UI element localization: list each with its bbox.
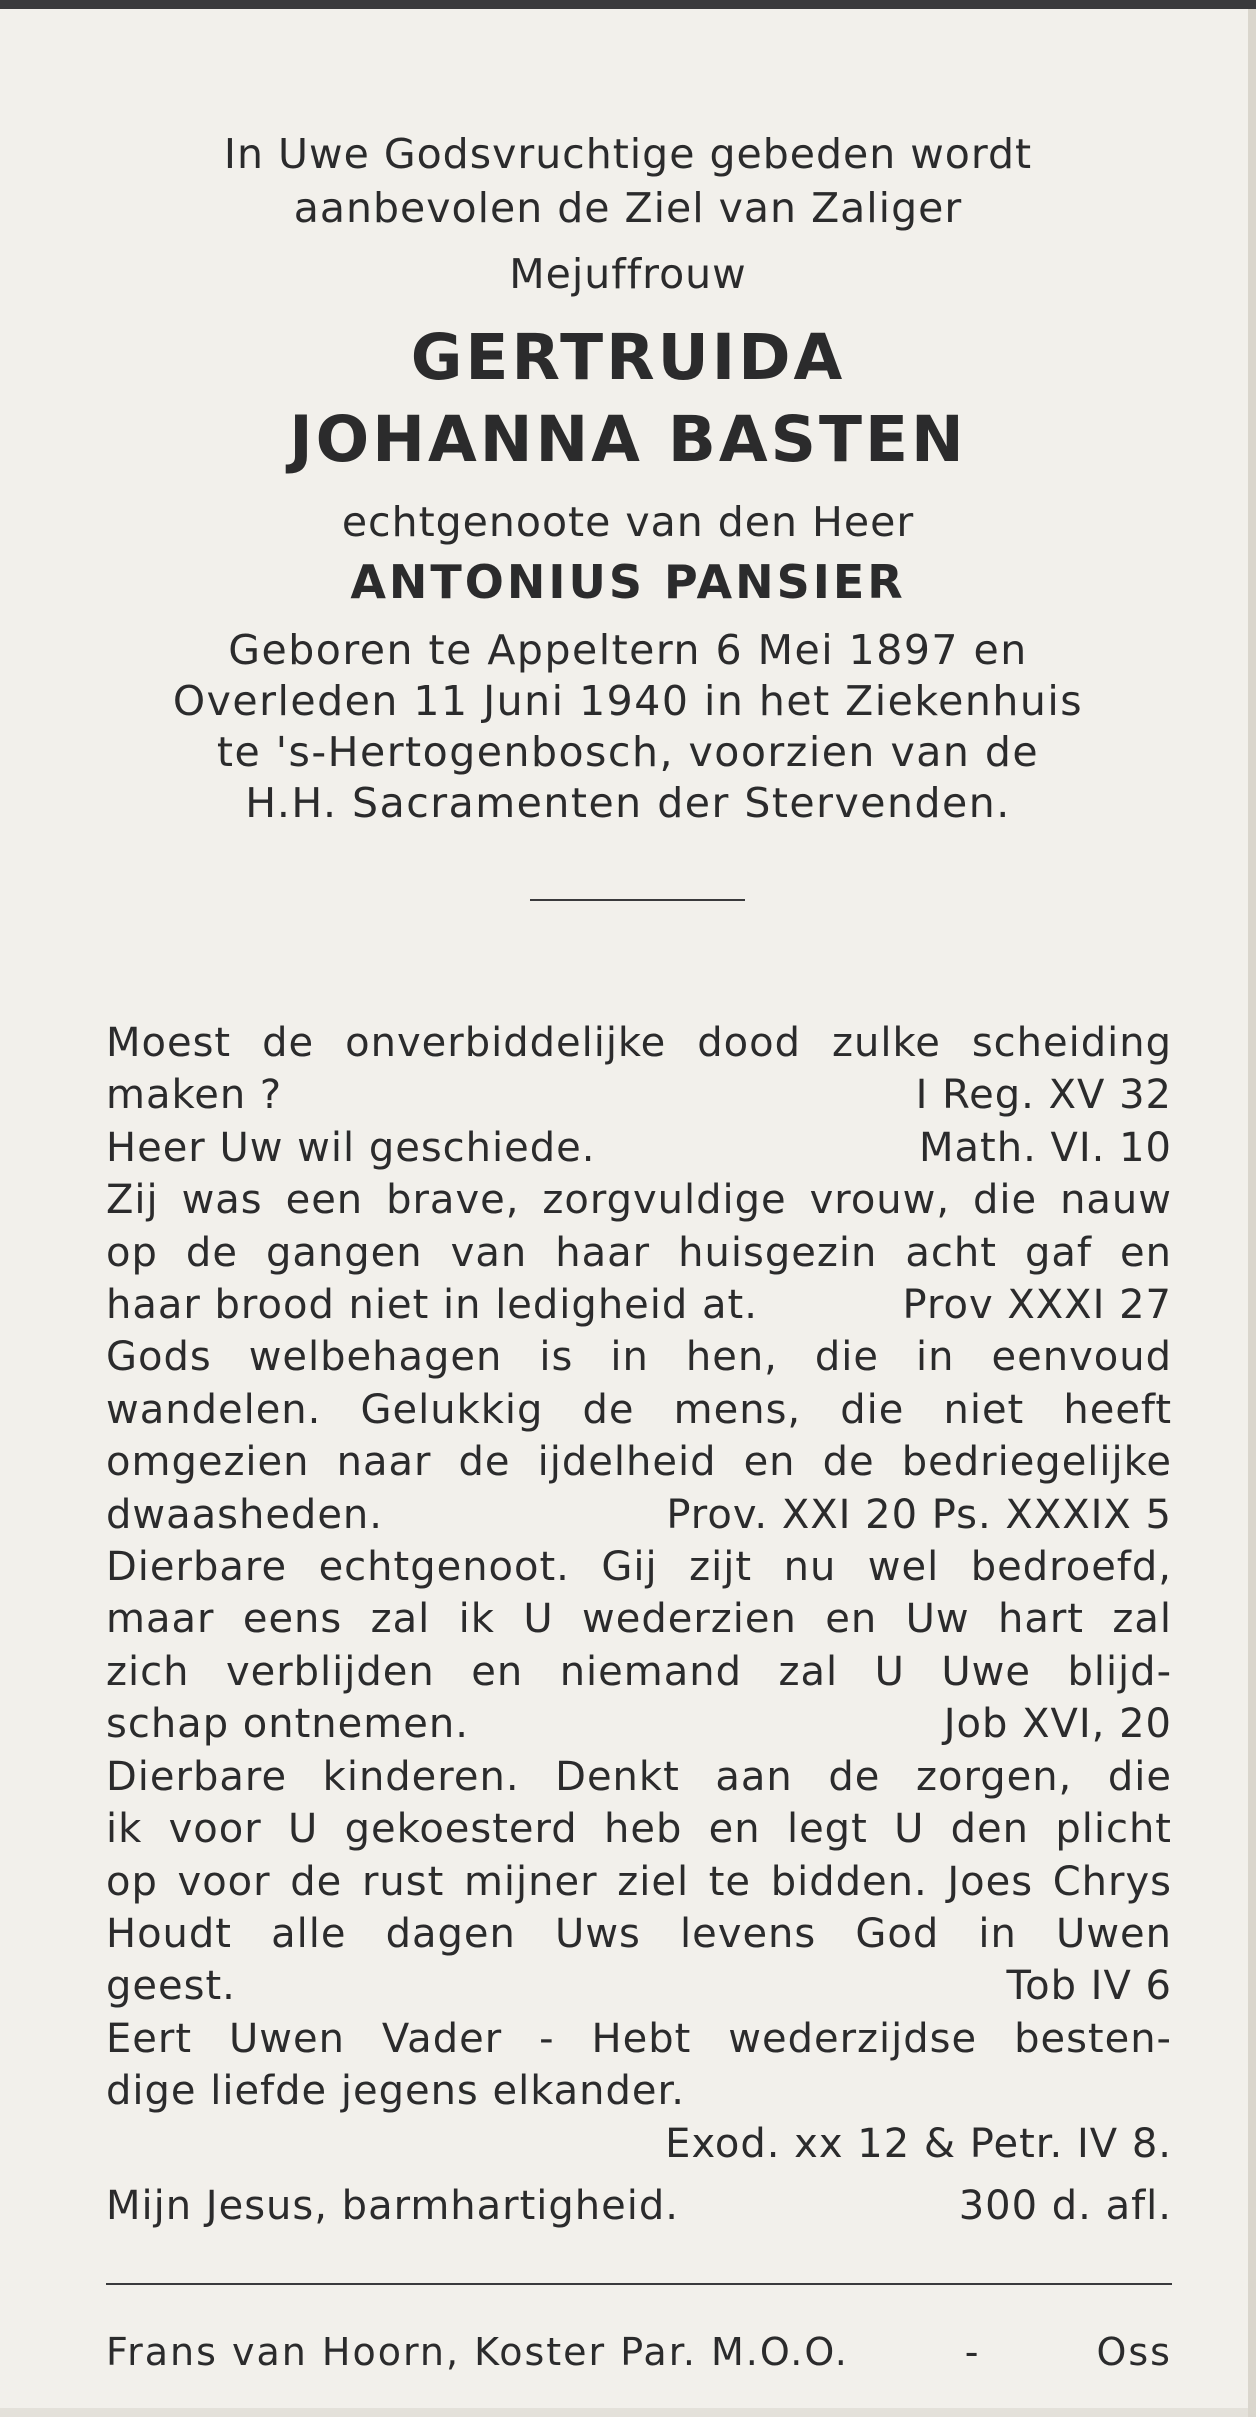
verse-line: Dierbare echtgenoot. Gij zijt nu wel bedroefd, <box>106 1544 1172 1591</box>
verse-line-with-ref <box>106 1960 1172 2012</box>
divider-short <box>530 899 745 901</box>
verse-reference: Prov XXXI 27 <box>902 1282 1172 1329</box>
printer-separator: - <box>964 2330 981 2374</box>
printer-imprint <box>106 2327 1172 2377</box>
verse-line: Gods welbehagen is in hen, die in eenvoud <box>106 1334 1172 1381</box>
dates-line-1: Geboren te Appeltern 6 Mei 1897 en <box>228 626 1028 674</box>
verses-block <box>106 1017 1172 2232</box>
verse-reference: Job XVI, 20 <box>943 1701 1172 1748</box>
verse-line: maar eens zal ik U wederzien en Uw hart zal <box>106 1596 1172 1643</box>
verse-reference: I Reg. XV 32 <box>915 1072 1172 1119</box>
verse-line-with-ref <box>106 1698 1172 1750</box>
verse-text: maken ? <box>106 1072 283 1119</box>
printer-name: Frans van Hoorn, Koster Par. M.O.O. <box>106 2330 849 2374</box>
divider-long <box>106 2283 1172 2285</box>
verse-line-with-ref <box>106 1122 1172 1174</box>
verse-line: Dierbare kinderen. Denkt aan de zorgen, die <box>106 1753 1172 1800</box>
deceased-name-line-2: JOHANNA BASTEN <box>289 403 967 476</box>
intro-line-2: aanbevolen de Ziel van Zaliger <box>293 184 963 232</box>
verse-line: wandelen. Gelukkig de mens, die niet heeft <box>106 1386 1172 1433</box>
verse-line: zich verblijden en niemand zal U Uwe blijd- <box>106 1648 1172 1695</box>
honorific: Mejuffrouw <box>509 250 747 298</box>
indulgence-line <box>106 2180 1172 2232</box>
verse-reference: Exod. xx 12 & Petr. IV 8. <box>665 2120 1172 2167</box>
dates-line-4: H.H. Sacramenten der Stervenden. <box>245 779 1011 827</box>
verse-line: ik voor U gekoesterd heb en legt U den plicht <box>106 1806 1172 1853</box>
verse-reference: Math. VI. 10 <box>919 1124 1172 1171</box>
verse-line-with-ref <box>106 1279 1172 1331</box>
verse-line: omgezien naar de ijdelheid en de bedriegelijke <box>106 1439 1172 1486</box>
verse-line: op de gangen van haar huisgezin acht gaf en <box>106 1229 1172 1276</box>
prayer-text: Mijn Jesus, barmhartigheid. <box>106 2182 679 2229</box>
verse-line-with-ref <box>106 1069 1172 1121</box>
verse-line: Eert Uwen Vader - Hebt wederzijdse besten- <box>106 2015 1172 2062</box>
verse-text: Heer Uw wil geschiede. <box>106 1124 596 1171</box>
verse-text: haar brood niet in ledigheid at. <box>106 1282 758 1329</box>
verse-line: dige liefde jegens elkander. <box>106 2068 686 2115</box>
verse-reference: Prov. XXI 20 Ps. XXXIX 5 <box>666 1491 1172 1538</box>
verse-line: Moest de onverbiddelijke dood zulke scheiding <box>106 1020 1172 1066</box>
verse-line: Zij was een brave, zorgvuldige vrouw, die nauw <box>106 1177 1172 1224</box>
dates-line-2: Overleden 11 Juni 1940 in het Ziekenhuis <box>172 677 1084 725</box>
spouse-intro: echtgenoote van den Heer <box>341 498 915 546</box>
verse-reference: Tob IV 6 <box>1006 1963 1172 2010</box>
verse-text: dwaasheden. <box>106 1491 383 1538</box>
card-header <box>0 127 1256 829</box>
indulgence-days: 300 d. afl. <box>958 2182 1172 2229</box>
spouse-name: ANTONIUS PANSIER <box>350 555 906 609</box>
verse-line: Houdt alle dagen Uws levens God in Uwen <box>106 1910 1172 1957</box>
intro-line-1: In Uwe Godsvruchtige gebeden wordt <box>223 130 1033 178</box>
verse-text: geest. <box>106 1963 236 2010</box>
verse-text: schap ontnemen. <box>106 1701 469 1748</box>
deceased-name-line-1: GERTRUIDA <box>410 321 846 394</box>
verse-line-with-ref <box>106 1489 1172 1541</box>
dates-line-3: te 's-Hertogenbosch, voorzien van de <box>216 728 1040 776</box>
verse-line: op voor de rust mijner ziel te bidden. Joes Chrys <box>106 1858 1172 1905</box>
printer-town: Oss <box>1096 2330 1172 2374</box>
